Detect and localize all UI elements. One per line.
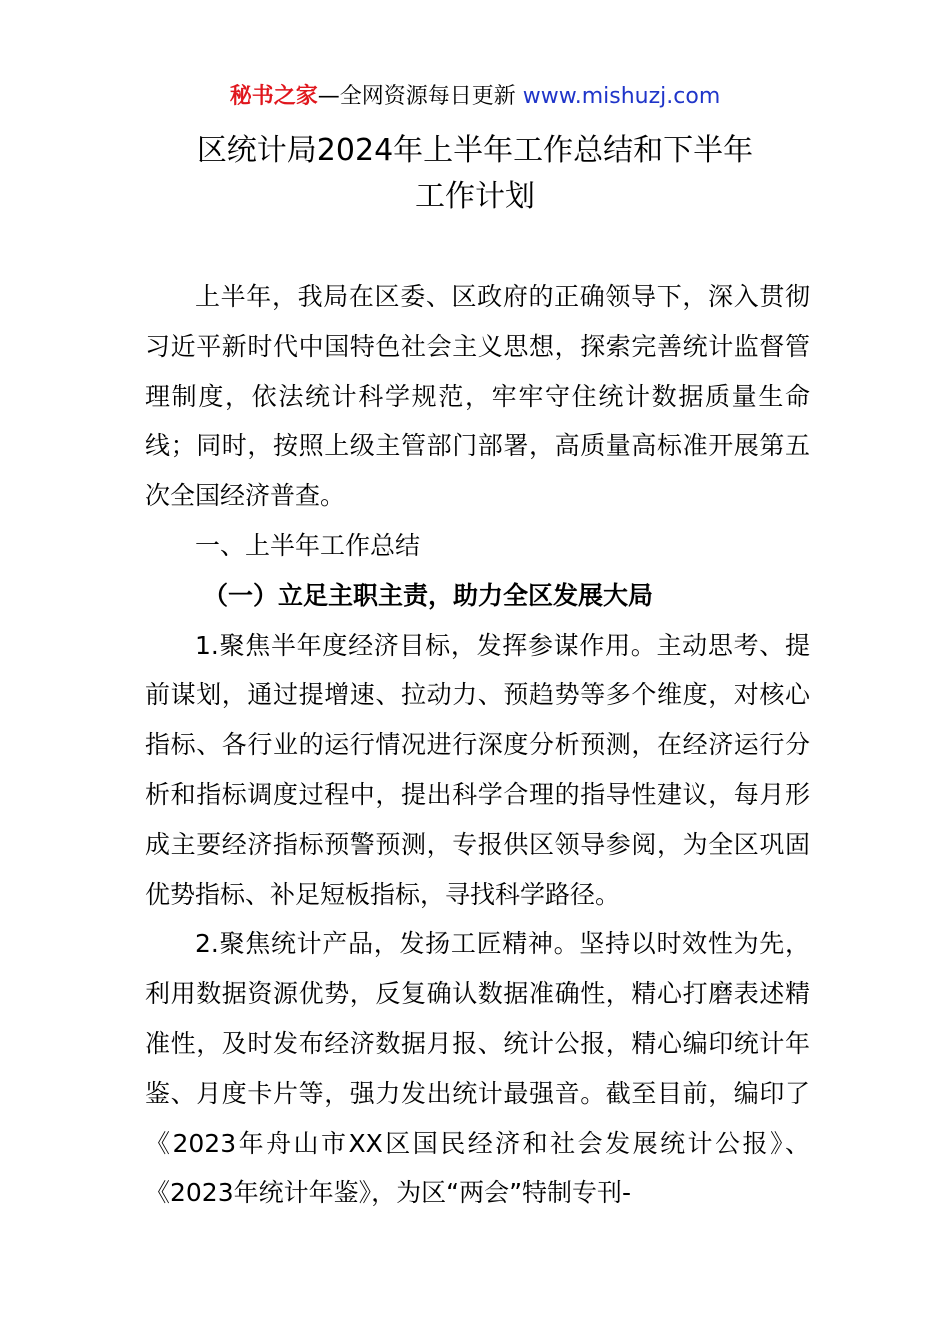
body-paragraph-1: 1.聚焦半年度经济目标，发挥参谋作用。主动思考、提前谋划，通过提增速、拉动力、预趋势等多个维度，对核心指标、各行业的运行情况进行深度分析预测，在经济运行分析和指标调度过程中，提出科学合理的指导性建议，每月形成主要经济指标预警预测，专报供区领导参阅，为全区巩固优势指标、补足短板指标，寻找科学路径。 [145,630,810,909]
site-banner [0,82,950,112]
site-brand: 秘书之家 [229,84,318,109]
document-body [145,272,810,1218]
document-title-line-2: 工作计划 [415,179,535,214]
subsection-heading: （一）立足主职主责，助力全区发展大局 [203,580,654,610]
site-slogan: —全网资源每日更新 [317,84,516,109]
section-heading: 一、上半年工作总结 [195,530,421,560]
intro-paragraph: 上半年，我局在区委、区政府的正确领导下，深入贯彻习近平新时代中国特色社会主义思想，探索完善统计监督管理制度，依法统计科学规范，牢牢守住统计数据质量生命线；同时，按照上级主管部门部署，高质量高标准开展第五次全国经济普查。 [145,282,810,511]
document-title-line-1: 区统计局2024年上半年工作总结和下半年 [196,133,754,168]
document-title [0,128,950,220]
site-url-link[interactable]: www.mishuzj.com [522,84,721,109]
body-paragraph-2: 2.聚焦统计产品，发扬工匠精神。坚持以时效性为先，利用数据资源优势，反复确认数据准确性，精心打磨表述精准性，及时发布经济数据月报、统计公报，精心编印统计年鉴、月度卡片等，强力发出统计最强音。截至目前，编印了《2023年舟山市XX区国民经济和社会发展统计公报》、《2023年统计年鉴》，为区“两会”特制专刊- [145,929,810,1208]
